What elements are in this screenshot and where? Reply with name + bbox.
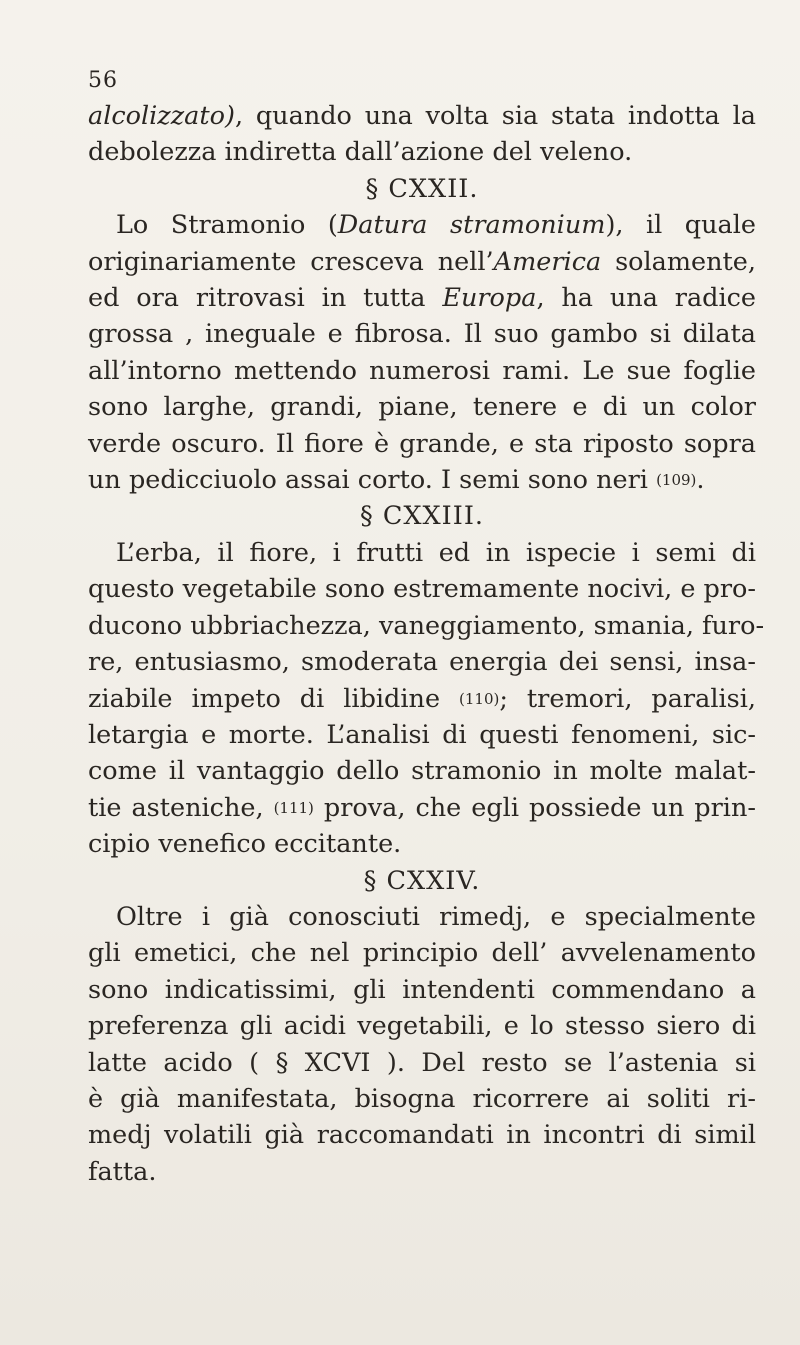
text-segment: . <box>696 465 705 496</box>
text-line <box>88 1081 756 1117</box>
text-segment: § CXXIII. <box>360 501 484 532</box>
footnote-ref: (109) <box>656 471 697 490</box>
section-heading <box>88 171 756 207</box>
text-line <box>88 1117 756 1153</box>
text-line <box>88 207 756 243</box>
text-line <box>88 972 756 1008</box>
text-line <box>88 462 756 498</box>
text-segment: solamente, <box>601 246 756 277</box>
text-line <box>88 644 756 680</box>
text-line <box>88 426 756 462</box>
text-line <box>88 608 765 644</box>
text-segment: debolezza indiretta dall’azione del veleno. <box>88 137 633 168</box>
text-segment: verde oscuro. Il fiore è grande, e sta riposto sopra <box>88 428 756 459</box>
section-heading <box>88 498 756 534</box>
text-line <box>88 98 756 134</box>
text-segment: ), il quale <box>605 210 756 241</box>
text-segment: un pedicciuolo assai corto. I semi sono neri <box>88 465 657 496</box>
italic-text: America <box>493 246 602 277</box>
italic-text: alcolizzato) <box>88 101 235 131</box>
text-segment: latte acido ( § XCVI ). Del resto se l’astenia si <box>88 1047 756 1078</box>
text-line <box>88 899 756 935</box>
text-segment: Lo Stramonio ( <box>116 210 338 241</box>
text-segment: fatta. <box>88 1156 157 1187</box>
text-segment: preferenza gli acidi vegetabili, e lo stesso siero di <box>88 1011 756 1042</box>
text-segment: L’erba, il fiore, i frutti ed in ispecie i semi di <box>116 537 756 568</box>
text-line <box>88 316 756 352</box>
text-segment: ; tremori, paralisi, <box>499 683 756 714</box>
italic-text: Datura stramonium <box>337 210 606 241</box>
text-line <box>88 1154 756 1190</box>
text-segment: medj volatili già raccomandati in incontri di simil <box>88 1120 756 1151</box>
text-line <box>88 571 756 607</box>
text-segment: originariamente cresceva nell’ <box>88 246 494 277</box>
text-segment: Oltre i già conosciuti rimedj, e specialmente <box>116 901 756 932</box>
text-segment: questo vegetabile sono estremamente nocivi, e pro- <box>88 574 757 605</box>
text-line <box>88 535 756 571</box>
text-segment: cipio venefico eccitante. <box>88 829 402 860</box>
text-segment: come il vantaggio dello stramonio in molte malat- <box>88 756 756 787</box>
text-segment: tie asteniche, <box>88 792 274 823</box>
text-segment: § CXXII. <box>365 173 479 204</box>
text-line <box>88 935 756 971</box>
text-line <box>88 353 756 389</box>
text-line <box>88 280 756 316</box>
text-segment: § CXXIV. <box>363 865 481 896</box>
footnote-ref: (110) <box>459 689 500 708</box>
text-line <box>88 1008 756 1044</box>
text-line <box>88 826 756 862</box>
text-segment: sono larghe, grandi, piane, tenere e di un color <box>88 392 756 423</box>
text-segment: gli emetici, che nel principio dell’ avvelenamento <box>88 938 756 969</box>
text-line <box>88 717 756 753</box>
text-segment: , ha una radice <box>536 283 756 314</box>
footnote-ref: (111) <box>273 798 314 817</box>
text-line <box>88 1045 756 1081</box>
text-line <box>88 790 756 826</box>
text-segment: all’intorno mettendo numerosi rami. Le sue foglie <box>88 355 756 386</box>
text-segment: ducono ubbriachezza, vaneggiamento, smania, furo- <box>88 610 765 641</box>
body-text <box>88 98 765 1190</box>
text-segment: re, entusiasmo, smoderata energia dei sensi, insa- <box>88 647 756 678</box>
text-line <box>88 134 756 170</box>
text-segment: letargia e morte. L’analisi di questi fenomeni, sic- <box>88 719 756 750</box>
page-number: 56 <box>88 68 118 93</box>
text-segment: ed ora ritrovasi in tutta <box>88 283 443 314</box>
text-segment: , quando una volta sia stata indotta la <box>234 101 756 131</box>
text-segment: è già manifestata, bisogna ricorrere ai soliti ri- <box>88 1083 756 1114</box>
text-segment: sono indicatissimi, gli intendenti commendano a <box>88 974 756 1005</box>
text-segment: ziabile impeto di libidine <box>88 683 460 714</box>
text-line <box>88 753 756 789</box>
text-segment: prova, che egli possiede un prin- <box>313 792 756 823</box>
text-line <box>88 389 756 425</box>
italic-text: Europa <box>442 283 537 314</box>
text-line <box>88 681 756 717</box>
text-line <box>88 244 756 280</box>
text-segment: grossa , ineguale e fibrosa. Il suo gambo si dilata <box>88 319 756 350</box>
section-heading <box>88 863 756 899</box>
